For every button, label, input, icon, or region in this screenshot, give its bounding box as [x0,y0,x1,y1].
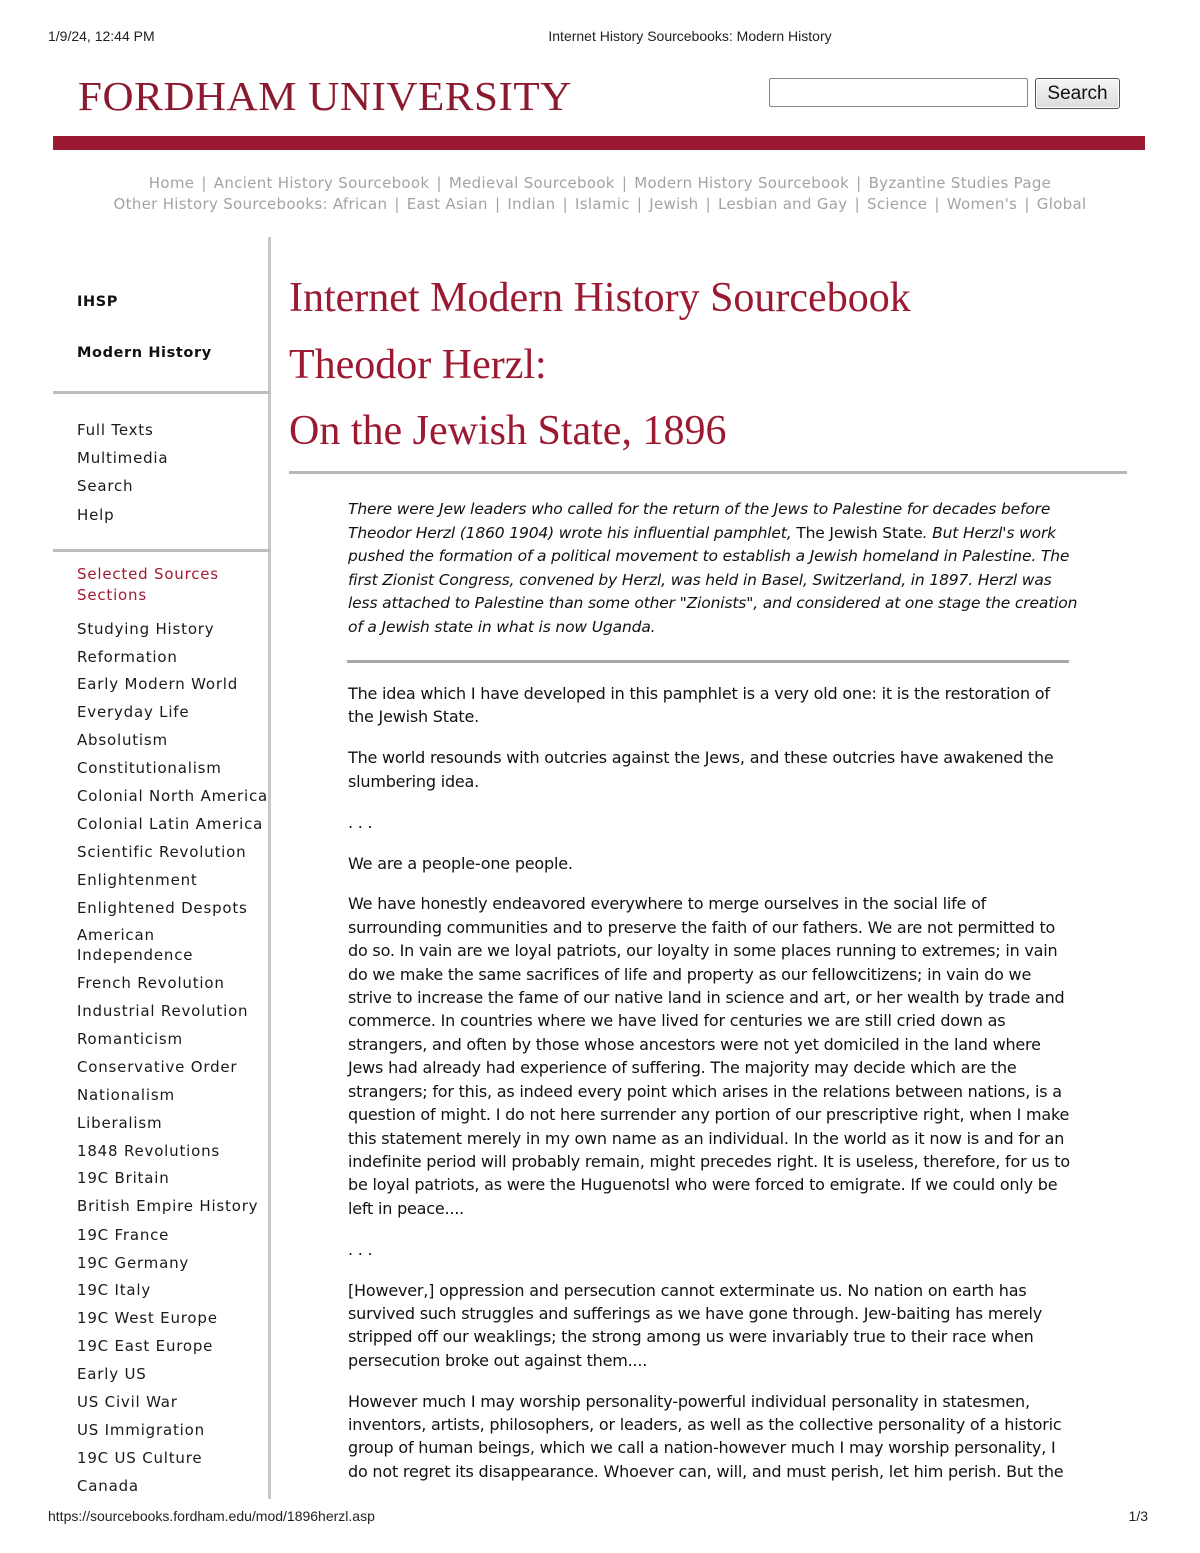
body-paragraph: . . . [348,812,373,832]
page-title: Internet Modern History Sourcebook [289,275,911,321]
document-body [348,682,1073,1501]
sidebar-item-section[interactable]: US Immigration [77,1421,205,1439]
nav-link-byzantine[interactable]: Byzantine Studies Page [868,174,1052,192]
body-paragraph: However much I may worship personality-powerful individual personality in statesmen, inventors, artists, philosophers, or leaders, as well as the collective personality of a historic group of human beings, which we call a nation-however much I may worship personality, I do not regret its disappearance. Whoever can, will, and must perish, let him perish. But the [348,1391,1064,1481]
nav-link-east-asian[interactable]: East Asian [406,195,488,213]
nav-link-womens[interactable]: Women's [946,195,1018,213]
sidebar-heading-selected-sources[interactable]: Selected Sources [77,565,219,583]
sidebar-item-section[interactable]: Canada [77,1477,139,1495]
sidebar-item-multimedia[interactable]: Multimedia [77,449,169,467]
sidebar-item-section[interactable]: Industrial Revolution [77,1002,249,1020]
sidebar-item-section[interactable]: 19C Britain [77,1169,170,1187]
sidebar-item-section[interactable]: French Revolution [77,974,225,992]
body-paragraph: The world resounds with outcries against the Jews, and these outcries have awakened the slumbering idea. [348,748,1054,791]
intro-paragraph [348,498,1078,640]
sidebar-item-section[interactable]: 1848 Revolutions [77,1142,220,1160]
sidebar-item-help[interactable]: Help [77,506,115,524]
document-author: Theodor Herzl: [289,342,547,388]
sidebar-item-section[interactable]: American Independence [77,926,194,964]
body-paragraph: We have honestly endeavored everywhere to merge ourselves in the social life of surrounding communities and to preserve the faith of our fathers. We are not permitted to do so. In vain are we loyal patriots, our loyalty in some places running to extremes; in vain do we make the same sacrifices of life and property as our fellowcitizens; in vain do we strive to increase the fame of our native land in science and art, or her wealth by trade and commerce. In countries where we have lived for centuries we are still cried down as strangers, and often by those whose ancestors were not yet domiciled in the land where Jews had already had experience of suffering. The majority may decide which are the strangers; for this, as indeed every point which arises in the relations between nations, is a question of might. I do not here surrender any portion of our prescriptive right, when I make this statement merely in my own name as an individual. In the world as it now is and for an indefinite period will probably remain, might precedes right. It is useless, therefore, for us to be loyal patriots, as were the Huguenotsl who were forced to emigrate. If we could only be left in peace.... [348,894,1070,1218]
sidebar-item-section[interactable]: Absolutism [77,731,168,749]
intro-text-continued: . But Herzl's work pushed the formation of a political movement to establish a Jewish homeland in Palestine. The first Zionist Congress, convened by Herzl, was held in Basel, Switzerland, in 1897. Herzl was less attached to Palestine than some other "Zionists", and considered at one stage the creation of a Jewish state in what is now Uganda. [348,523,1078,636]
print-url: https://sourcebooks.fordham.edu/mod/1896herzl.asp [48,1508,375,1524]
nav-link-medieval[interactable]: Medieval Sourcebook [448,174,615,192]
top-nav-primary: Home | Ancient History Sourcebook | Medieval Sourcebook | Modern History Sourcebook | Byzantine Studies Page [148,174,1052,192]
sidebar [53,237,271,1499]
nav-link-ancient[interactable]: Ancient History Sourcebook [213,174,430,192]
nav-link-home[interactable]: Home [148,174,195,192]
brand-bar [53,136,1145,150]
body-paragraph: . . . [348,1239,373,1259]
intro-pamphlet-title: The Jewish State [796,523,923,542]
sidebar-item-section[interactable]: Nationalism [77,1086,175,1104]
nav-link-african[interactable]: African [332,195,388,213]
sidebar-item-section[interactable]: 19C West Europe [77,1309,218,1327]
print-title: Internet History Sourcebooks: Modern History [548,28,832,44]
sidebar-item-ihsp[interactable]: IHSP [77,294,119,310]
sidebar-item-section[interactable]: Enlightenment [77,871,198,889]
sidebar-heading-sections[interactable]: Sections [77,586,147,604]
sidebar-item-section[interactable]: Everyday Life [77,703,190,721]
print-page-number: 1/3 [1128,1508,1148,1524]
sidebar-item-section[interactable]: Scientific Revolution [77,843,247,861]
body-paragraph: We are a people-one people. [348,853,573,873]
search-button[interactable]: Search [1035,78,1120,109]
sidebar-item-section[interactable]: Romanticism [77,1030,183,1048]
search-input[interactable] [769,78,1028,107]
sidebar-item-full-texts[interactable]: Full Texts [77,421,154,439]
print-date: 1/9/24, 12:44 PM [48,28,155,44]
sidebar-item-section[interactable]: Conservative Order [77,1058,238,1076]
sidebar-item-section[interactable]: Early Modern World [77,675,239,693]
sidebar-item-section[interactable]: 19C East Europe [77,1337,214,1355]
sidebar-item-section[interactable]: British Empire History [77,1197,259,1215]
intro-text: There were Jew leaders who called for the return of the Jews to Palestine for decades before Theodor Herzl (1860 1904) wrote his influential pamphlet, [348,500,1051,542]
sidebar-item-section[interactable]: 19C US Culture [77,1449,203,1467]
nav-link-lesbian-gay[interactable]: Lesbian and Gay [718,195,848,213]
sidebar-item-section[interactable]: 19C Germany [77,1254,190,1272]
sidebar-item-section[interactable]: Reformation [77,648,178,666]
sidebar-item-section[interactable]: Enlightened Despots [77,899,248,917]
sidebar-item-section[interactable]: US Civil War [77,1393,178,1411]
nav-other-label: Other History Sourcebooks: [113,195,328,213]
sidebar-item-section[interactable]: Early US [77,1365,147,1383]
nav-link-modern[interactable]: Modern History Sourcebook [634,174,850,192]
sidebar-item-modern-history[interactable]: Modern History [77,345,212,361]
sidebar-item-section[interactable]: Liberalism [77,1114,163,1132]
sidebar-divider [53,391,271,394]
document-title: On the Jewish State, 1896 [289,408,727,454]
body-paragraph: The idea which I have developed in this pamphlet is a very old one: it is the restoration of the Jewish State. [348,684,1050,727]
print-header [0,28,1200,48]
body-paragraph: [However,] oppression and persecution cannot exterminate us. No nation on earth has survived such struggles and sufferings as we have gone through. Jew-baiting has merely stripped off our weaklings; the strong among us were invariably true to their race when persecution broke out against them.... [348,1280,1043,1370]
sidebar-item-section[interactable]: Colonial North America [77,787,268,805]
fordham-logo[interactable]: FORDHAM UNIVERSITY [78,73,572,119]
nav-link-islamic[interactable]: Islamic [575,195,630,213]
intro-divider [347,660,1069,663]
sidebar-item-section[interactable]: 19C Italy [77,1281,152,1299]
nav-link-indian[interactable]: Indian [507,195,556,213]
nav-link-science[interactable]: Science [867,195,928,213]
nav-link-global[interactable]: Global [1036,195,1087,213]
sidebar-divider [53,549,271,552]
sidebar-item-section[interactable]: 19C France [77,1226,170,1244]
sidebar-item-section[interactable]: Colonial Latin America [77,815,264,833]
top-nav-secondary: Other History Sourcebooks: African | East Asian | Indian | Islamic | Jewish | Lesbian and Gay | Science | Women's | Global [113,195,1087,213]
nav-link-jewish[interactable]: Jewish [649,195,699,213]
sidebar-item-section[interactable]: Studying History [77,620,215,638]
title-divider [289,471,1127,474]
sidebar-item-section[interactable]: Constitutionalism [77,759,222,777]
sidebar-item-search[interactable]: Search [77,477,134,495]
